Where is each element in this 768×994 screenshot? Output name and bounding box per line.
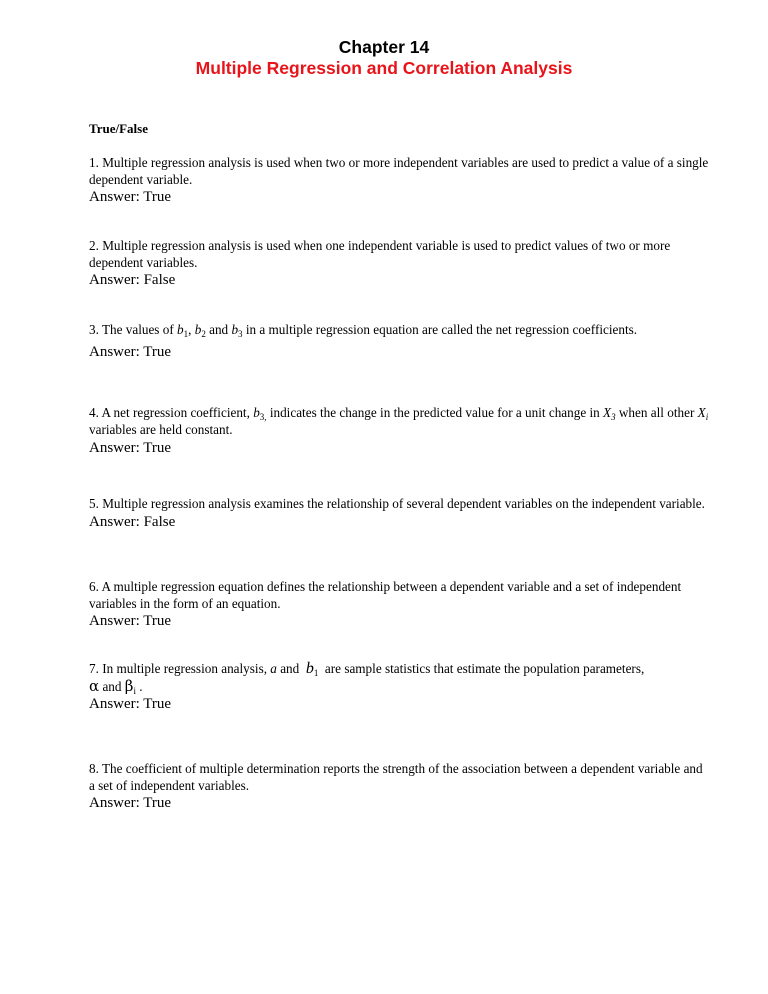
question-6-answer: Answer: True bbox=[89, 613, 172, 629]
question-4-text-b: indicates the change in the predicted value for a unit change in bbox=[266, 405, 604, 420]
question-8-text: 8. The coefficient of multiple determination reports the strength of the association between a dependent variable and a set of independent variables. bbox=[89, 761, 703, 793]
chapter-subtitle: Multiple Regression and Correlation Analysis bbox=[195, 58, 573, 78]
section-heading: True/False bbox=[89, 121, 148, 136]
question-8 bbox=[89, 761, 709, 812]
question-6 bbox=[89, 579, 709, 630]
question-3-answer: Answer: True bbox=[89, 343, 172, 360]
question-7: 7. In multiple regression analysis, a and $b_1$ are sample statistics that estimate the population parameters, α and $\beta_i$ . Answer: True bbox=[89, 661, 709, 713]
question-4-text-a: 4. A net regression coefficient, bbox=[89, 405, 254, 420]
question-4-text-c: variables are held constant. bbox=[89, 421, 233, 437]
question-2-answer: Answer: False bbox=[89, 272, 176, 288]
question-3: 3. The values of $b_1$, $b_2$ and $b_3$ in a multiple regression equation are called the net regression coefficients. Answer: True bbox=[89, 322, 709, 361]
question-7-answer: Answer: True bbox=[89, 696, 172, 712]
chapter-title: Chapter 14 bbox=[338, 37, 430, 57]
question-3-text-b: in a multiple regression equation are called the net regression coefficients. bbox=[242, 322, 638, 337]
question-7-text-b: are sample statistics that estimate the population parameters, bbox=[321, 661, 645, 676]
question-1-answer: Answer: True bbox=[89, 189, 172, 205]
question-4: 4. A net regression coefficient, $b_{3,}$ indicates the change in the predicted value for a unit change in $X_3$ when all other $X_i$ variables are held constant. Answer: True bbox=[89, 405, 709, 456]
question-1 bbox=[89, 155, 709, 206]
question-6-text: 6. A multiple regression equation defines the relationship between a dependent variable and a set of independent variables in the form of an equation. bbox=[89, 579, 682, 611]
question-7-text-a: 7. In multiple regression analysis, bbox=[89, 661, 271, 676]
question-5-text: 5. Multiple regression analysis examines the relationship of several dependent variables on the independent variable. bbox=[89, 496, 705, 511]
question-3-text-a: 3. The values of bbox=[89, 322, 178, 337]
question-8-answer: Answer: True bbox=[89, 795, 172, 811]
question-5 bbox=[89, 496, 709, 531]
question-5-answer: Answer: False bbox=[89, 513, 176, 530]
question-1-text: 1. Multiple regression analysis is used when two or more independent variables are used to predict a value of a single dependent variable. bbox=[89, 155, 709, 187]
question-2 bbox=[89, 238, 709, 289]
question-4-answer: Answer: True bbox=[89, 440, 172, 456]
question-2-text: 2. Multiple regression analysis is used when one independent variable is used to predict values of two or more dependent variables. bbox=[89, 238, 671, 270]
